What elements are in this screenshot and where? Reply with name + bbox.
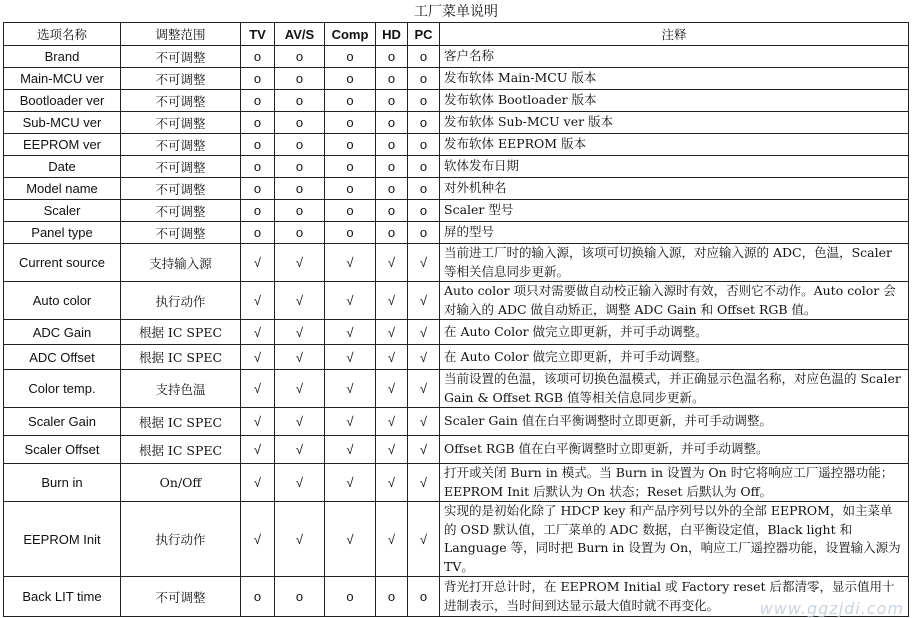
table-row xyxy=(4,46,909,68)
av-s-mark-cell: √ xyxy=(275,320,325,345)
table-row xyxy=(4,134,909,156)
tv-mark-cell: o xyxy=(241,112,275,134)
header-comp: Comp xyxy=(325,23,376,46)
comp-mark-cell: o xyxy=(325,577,376,617)
option-name-cell: Back LIT time xyxy=(4,577,121,617)
hd-mark-cell: √ xyxy=(376,408,408,436)
adjust-range-cell: 执行动作 xyxy=(121,282,241,320)
comp-mark-cell: √ xyxy=(325,502,376,577)
adjust-range-cell: 执行动作 xyxy=(121,502,241,577)
header-av-s: AV/S xyxy=(275,23,325,46)
adjust-range-cell: 不可调整 xyxy=(121,112,241,134)
table-row xyxy=(4,502,909,577)
adjust-range-cell: 不可调整 xyxy=(121,68,241,90)
pc-mark-cell: o xyxy=(408,156,440,178)
pc-mark-cell: o xyxy=(408,46,440,68)
tv-mark-cell: o xyxy=(241,90,275,112)
pc-mark-cell: o xyxy=(408,68,440,90)
note-cell: 发布软体 Bootloader 版本 xyxy=(440,90,909,112)
hd-mark-cell: √ xyxy=(376,502,408,577)
av-s-mark-cell: o xyxy=(275,178,325,200)
option-name-cell: Scaler Gain xyxy=(4,408,121,436)
document-title: 工厂菜单说明 xyxy=(414,4,498,20)
option-name-cell: ADC Offset xyxy=(4,345,121,370)
av-s-mark-cell: o xyxy=(275,90,325,112)
note-cell: 客户名称 xyxy=(440,46,909,68)
tv-mark-cell: √ xyxy=(241,408,275,436)
note-cell: 发布软体 EEPROM 版本 xyxy=(440,134,909,156)
option-name-cell: Panel type xyxy=(4,222,121,244)
comp-mark-cell: √ xyxy=(325,282,376,320)
pc-mark-cell: o xyxy=(408,178,440,200)
tv-mark-cell: o xyxy=(241,200,275,222)
table-row xyxy=(4,178,909,200)
comp-mark-cell: √ xyxy=(325,244,376,282)
comp-mark-cell: √ xyxy=(325,345,376,370)
option-name-cell: Sub-MCU ver xyxy=(4,112,121,134)
adjust-range-cell: 支持色温 xyxy=(121,370,241,408)
av-s-mark-cell: o xyxy=(275,134,325,156)
hd-mark-cell: √ xyxy=(376,436,408,464)
option-name-cell: Scaler xyxy=(4,200,121,222)
table-row xyxy=(4,156,909,178)
comp-mark-cell: o xyxy=(325,112,376,134)
table-row xyxy=(4,200,909,222)
av-s-mark-cell: √ xyxy=(275,282,325,320)
hd-mark-cell: o xyxy=(376,222,408,244)
hd-mark-cell: √ xyxy=(376,244,408,282)
header-adjust-range: 调整范围 xyxy=(121,23,241,46)
note-cell: 当前进工厂时的输入源，该项可切换输入源，对应输入源的 ADC，色温，Scaler 等相关信息同步更新。 xyxy=(440,244,909,282)
comp-mark-cell: o xyxy=(325,156,376,178)
pc-mark-cell: o xyxy=(408,90,440,112)
note-cell: 屏的型号 xyxy=(440,222,909,244)
note-cell: 软体发布日期 xyxy=(440,156,909,178)
pc-mark-cell: √ xyxy=(408,370,440,408)
option-name-cell: ADC Gain xyxy=(4,320,121,345)
comp-mark-cell: √ xyxy=(325,320,376,345)
av-s-mark-cell: o xyxy=(275,577,325,617)
table-row xyxy=(4,222,909,244)
tv-mark-cell: o xyxy=(241,178,275,200)
hd-mark-cell: √ xyxy=(376,282,408,320)
hd-mark-cell: o xyxy=(376,68,408,90)
comp-mark-cell: o xyxy=(325,46,376,68)
comp-mark-cell: √ xyxy=(325,408,376,436)
av-s-mark-cell: o xyxy=(275,222,325,244)
note-cell: 实现的是初始化除了 HDCP key 和产品序列号以外的全部 EEPROM，如主菜单的 OSD 默认值，工厂菜单的 ADC 数据，白平衡设定值，Black light 和 Language 等，同时把 Burn in 设置为 On，响应工厂遥控器功能，设置输入源为 TV。 xyxy=(440,502,909,577)
header-option-name: 选项名称 xyxy=(4,23,121,46)
av-s-mark-cell: √ xyxy=(275,502,325,577)
option-name-cell: Brand xyxy=(4,46,121,68)
pc-mark-cell: o xyxy=(408,112,440,134)
header-tv: TV xyxy=(241,23,275,46)
header-row xyxy=(4,23,909,46)
tv-mark-cell: √ xyxy=(241,502,275,577)
option-name-cell: EEPROM ver xyxy=(4,134,121,156)
factory-menu-table xyxy=(3,22,909,617)
av-s-mark-cell: o xyxy=(275,46,325,68)
option-name-cell: Color temp. xyxy=(4,370,121,408)
tv-mark-cell: o xyxy=(241,577,275,617)
note-cell: Scaler 型号 xyxy=(440,200,909,222)
comp-mark-cell: o xyxy=(325,90,376,112)
pc-mark-cell: o xyxy=(408,134,440,156)
adjust-range-cell: 不可调整 xyxy=(121,134,241,156)
table-row xyxy=(4,68,909,90)
adjust-range-cell: 不可调整 xyxy=(121,46,241,68)
av-s-mark-cell: √ xyxy=(275,464,325,502)
note-cell: 在 Auto Color 做完立即更新，并可手动调整。 xyxy=(440,320,909,345)
comp-mark-cell: o xyxy=(325,200,376,222)
option-name-cell: Burn in xyxy=(4,464,121,502)
tv-mark-cell: √ xyxy=(241,244,275,282)
hd-mark-cell: √ xyxy=(376,320,408,345)
hd-mark-cell: o xyxy=(376,156,408,178)
pc-mark-cell: o xyxy=(408,200,440,222)
adjust-range-cell: 不可调整 xyxy=(121,178,241,200)
option-name-cell: Bootloader ver xyxy=(4,90,121,112)
table-row xyxy=(4,282,909,320)
pc-mark-cell: o xyxy=(408,577,440,617)
hd-mark-cell: √ xyxy=(376,370,408,408)
tv-mark-cell: o xyxy=(241,156,275,178)
hd-mark-cell: o xyxy=(376,577,408,617)
note-cell: 对外机种名 xyxy=(440,178,909,200)
note-cell: Auto color 项只对需要做自动校正输入源时有效，否则它不动作。Auto color 会对输入的 ADC 做自动矫正，调整 ADC Gain 和 Offset RGB 值。 xyxy=(440,282,909,320)
hd-mark-cell: √ xyxy=(376,464,408,502)
note-cell: 当前设置的色温，该项可切换色温模式，并正确显示色温名称，对应色温的 Scaler Gain & Offset RGB 值等相关信息同步更新。 xyxy=(440,370,909,408)
header-pc: PC xyxy=(408,23,440,46)
adjust-range-cell: 不可调整 xyxy=(121,200,241,222)
note-cell: Offset RGB 值在白平衡调整时立即更新，并可手动调整。 xyxy=(440,436,909,464)
note-cell: 背光打开总计时，在 EEPROM Initial 或 Factory reset 后都清零，显示值用十进制表示，当时间到达显示最大值时就不再变化。 xyxy=(440,577,909,617)
adjust-range-cell: 根据 IC SPEC xyxy=(121,436,241,464)
adjust-range-cell: 根据 IC SPEC xyxy=(121,408,241,436)
header-notes: 注释 xyxy=(440,23,909,46)
tv-mark-cell: √ xyxy=(241,370,275,408)
table-row xyxy=(4,370,909,408)
note-cell: 在 Auto Color 做完立即更新，并可手动调整。 xyxy=(440,345,909,370)
hd-mark-cell: √ xyxy=(376,345,408,370)
watermark: www.ggzjdi.com xyxy=(759,599,904,618)
av-s-mark-cell: o xyxy=(275,68,325,90)
adjust-range-cell: 根据 IC SPEC xyxy=(121,320,241,345)
option-name-cell: Date xyxy=(4,156,121,178)
adjust-range-cell: On/Off xyxy=(121,464,241,502)
pc-mark-cell: √ xyxy=(408,436,440,464)
note-cell: 发布软体 Sub-MCU ver 版本 xyxy=(440,112,909,134)
adjust-range-cell: 不可调整 xyxy=(121,90,241,112)
hd-mark-cell: o xyxy=(376,90,408,112)
option-name-cell: Main-MCU ver xyxy=(4,68,121,90)
tv-mark-cell: √ xyxy=(241,464,275,502)
av-s-mark-cell: √ xyxy=(275,436,325,464)
comp-mark-cell: o xyxy=(325,178,376,200)
option-name-cell: Auto color xyxy=(4,282,121,320)
pc-mark-cell: √ xyxy=(408,282,440,320)
header-hd: HD xyxy=(376,23,408,46)
table-row xyxy=(4,244,909,282)
table-row xyxy=(4,436,909,464)
comp-mark-cell: o xyxy=(325,134,376,156)
comp-mark-cell: √ xyxy=(325,436,376,464)
option-name-cell: Model name xyxy=(4,178,121,200)
option-name-cell: Scaler Offset xyxy=(4,436,121,464)
pc-mark-cell: √ xyxy=(408,464,440,502)
tv-mark-cell: √ xyxy=(241,320,275,345)
table-row xyxy=(4,464,909,502)
hd-mark-cell: o xyxy=(376,134,408,156)
av-s-mark-cell: o xyxy=(275,200,325,222)
av-s-mark-cell: √ xyxy=(275,370,325,408)
tv-mark-cell: o xyxy=(241,46,275,68)
hd-mark-cell: o xyxy=(376,200,408,222)
tv-mark-cell: √ xyxy=(241,436,275,464)
comp-mark-cell: √ xyxy=(325,370,376,408)
comp-mark-cell: o xyxy=(325,222,376,244)
table-row xyxy=(4,345,909,370)
hd-mark-cell: o xyxy=(376,112,408,134)
option-name-cell: EEPROM Init xyxy=(4,502,121,577)
av-s-mark-cell: √ xyxy=(275,244,325,282)
comp-mark-cell: o xyxy=(325,68,376,90)
option-name-cell: Current source xyxy=(4,244,121,282)
pc-mark-cell: √ xyxy=(408,408,440,436)
tv-mark-cell: o xyxy=(241,134,275,156)
pc-mark-cell: √ xyxy=(408,345,440,370)
adjust-range-cell: 不可调整 xyxy=(121,222,241,244)
table-row xyxy=(4,112,909,134)
adjust-range-cell: 支持输入源 xyxy=(121,244,241,282)
adjust-range-cell: 不可调整 xyxy=(121,156,241,178)
note-cell: 打开或关闭 Burn in 模式。当 Burn in 设置为 On 时它将响应工厂遥控器功能；EEPROM Init 后默认为 On 状态；Reset 后默认为 Off。 xyxy=(440,464,909,502)
adjust-range-cell: 根据 IC SPEC xyxy=(121,345,241,370)
tv-mark-cell: √ xyxy=(241,282,275,320)
av-s-mark-cell: √ xyxy=(275,408,325,436)
table-row xyxy=(4,320,909,345)
tv-mark-cell: √ xyxy=(241,345,275,370)
pc-mark-cell: √ xyxy=(408,502,440,577)
table-row xyxy=(4,408,909,436)
av-s-mark-cell: o xyxy=(275,156,325,178)
comp-mark-cell: √ xyxy=(325,464,376,502)
av-s-mark-cell: o xyxy=(275,112,325,134)
pc-mark-cell: √ xyxy=(408,244,440,282)
av-s-mark-cell: √ xyxy=(275,345,325,370)
tv-mark-cell: o xyxy=(241,222,275,244)
table-row xyxy=(4,90,909,112)
note-cell: Scaler Gain 值在白平衡调整时立即更新，并可手动调整。 xyxy=(440,408,909,436)
note-cell: 发布软体 Main-MCU 版本 xyxy=(440,68,909,90)
tv-mark-cell: o xyxy=(241,68,275,90)
adjust-range-cell: 不可调整 xyxy=(121,577,241,617)
pc-mark-cell: √ xyxy=(408,320,440,345)
pc-mark-cell: o xyxy=(408,222,440,244)
hd-mark-cell: o xyxy=(376,46,408,68)
hd-mark-cell: o xyxy=(376,178,408,200)
